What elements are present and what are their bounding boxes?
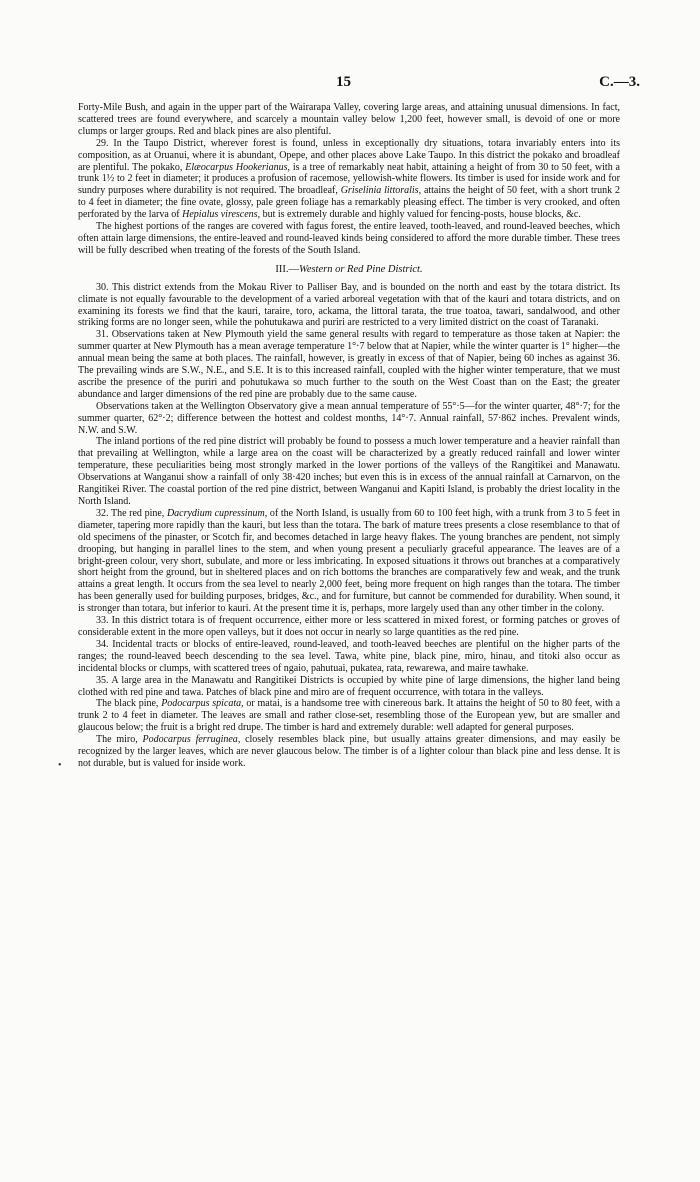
paragraph-35: 35. A large area in the Manawatu and Rangitikei Districts is occupied by white pine of large dimensions, the higher land being clothed with red pine and tawa. Patches of black pine and miro are of frequent occurrence, with totara in the valleys. [78,674,620,698]
species-name-miro: Podocarpus ferruginea [142,734,238,746]
paragraph-black-pine-text-b: , or matai, is a handsome tree with cinereous bark. It attains the height of 50 to 80 feet, with a trunk 2 to 4 feet in diameter. The leaves are small and rather close-set, resembling those of the European yew, but are smaller and glaucous below; the fruit is a bright red drupe. The timber is hard and extremely durable: well adapted for general purposes. [78,698,621,734]
document-reference: C.—3. [599,74,640,90]
species-name-pokako: Elæocarpus Hookerianus [185,161,288,173]
section-heading [78,264,620,276]
margin-mark: • [58,760,62,771]
paragraph-29-text-a: 29. In the Taupo District, wherever forest is found, unless in exceptionally dry situations, totara invariably enters into its composition, as at Oruanui, where it is abundant, Opepe, and other places above Lake Taupo. In this district the pokako and broadleaf are plentiful. The pokako, [78,137,620,173]
paragraph-29-text-c: , attains the height of 50 feet, with a short trunk 2 to 4 feet in diameter; the fine ovate, glossy, pale green foliage has a remarkably pleasing effect. The timber is very crooked, and often perforated by the larva of [78,185,620,221]
species-name-red-pine: Dacrydium cupressinum [166,507,265,519]
paragraph-29 [78,138,620,221]
paragraph-30: 30. This district extends from the Mokau River to Palliser Bay, and is bounded on the north and east by the totara district. Its climate is not equally favourable to the development of a varied arboreal vegetation with that of the kauri and totara districts, and on examining its forests we find that the kauri, taraire, toro, ackama, the littoral tarata, the true toatoa, tawari, sandalwood, and other striking forms are no longer seen, while the pohutukawa and puriri are restricted to a very limited district on the coast of Taranaki. [78,281,620,329]
page-header [0,74,700,92]
page-number: 15 [336,74,351,90]
paragraph-29-text-b: , is a tree of remarkably neat habit, attaining a height of from 30 to 50 feet, with a trunk 1½ to 2 feet in diameter; it produces a profusion of racemose, yellowish-white flowers. Its timber is used for inside work and for sundry purposes where durability is not required. The broadleaf, [78,161,620,197]
species-name-black-pine: Podocarpus spicata [161,698,242,710]
paragraph-32 [78,508,620,615]
paragraph-34: 34. Incidental tracts or blocks of entire-leaved, round-leaved, and tooth-leaved beeches are plentiful on the higher parts of the ranges; the round-leaved beech descending to the sea level. Tawa, white pine, black pine, miro, hinau, and titoki also occur as incidental blocks or clumps, with scattered trees of ngaio, pahutuai, pukatea, rata, rewarewa, and maire tawhake. [78,638,620,674]
paragraph-32-text-a: 32. The red pine, [96,507,167,519]
paragraph-continued: Forty-Mile Bush, and again in the upper part of the Wairarapa Valley, covering large areas, and attaining unusual dimensions. In fact, scattered trees are found everywhere, and scarcely a mountain valley below 1,200 feet, however small, is devoid of one or more clumps or larger groups. Red and black pines are also plentiful. [78,102,620,137]
paragraph-32-text-b: , of the North Island, is usually from 60 to 100 feet high, with a trunk from 3 to 5 feet in diameter, tapering more rapidly than the kauri, but less than the totara. The bark of mature trees presents a close resemblance to that of old specimens of the pinaster, or Scotch fir, and becomes detached in large heavy flakes. The young branches are pendent, not simply drooping, but hanging in parallel lines to the stem, and when young present a peculiarly graceful appearance. The leaves are of a bright-green colour, very short, subulate, and more or less imbricating. In exposed situations it throws out branches at a comparatively short height from the ground, but in sheltered places and on rich bottoms the branches are comparatively few and weak, and the trunk attains a great length. It occurs from the sea level to nearly 2,000 feet, being more frequent on high ranges than the totara. The timber has been generally used for building purposes, bridges, &c., and for furniture, but cannot be commended for durability. When sound, it is stronger than totara, but inferior to kauri. At the present time it is, perhaps, more largely used than any other timber in the colony. [78,507,620,615]
paragraph-miro-text-a: The miro, [96,734,143,746]
species-name-hepialus: Hepialus virescens [182,209,258,221]
paragraph-fagus-forest: The highest portions of the ranges are covered with fagus forest, the entire leaved, tooth-leaved, and round-leaved beeches, which often attain large dimensions, the entire-leaved and round-leaved kinds being considered to afford the more durable timber. These trees will be fully described when treating of the forests of the South Island. [78,221,620,256]
paragraph-miro [78,734,620,770]
section-heading-number: III.— [275,263,300,275]
paragraph-29-text-d: , but is extremely durable and highly valued for fencing-posts, house blocks, &c. [257,209,581,221]
document-body [78,102,620,770]
paragraph-wellington-observatory: Observations taken at the Wellington Observatory give a mean annual temperature of 55°·5—for the winter quarter, 48°·7; for the summer quarter, 62°·2; difference between the hottest and coldest months, 14°·7. Annual rainfall, 57·862 inches. Prevalent winds, N.W. and S.W. [78,400,620,436]
paragraph-miro-text-b: , closely resembles black pine, but usually attains greater dimensions, and may easily be recognized by the larger leaves, which are never glaucous below. The timber is of a lighter colour than black pine and less dense. It is not durable, but is valued for inside work. [78,734,621,769]
paragraph-31: 31. Observations taken at New Plymouth yield the same general results with regard to temperature as those taken at Napier: the summer quarter at New Plymouth has a mean average temperature 1°·7 below that at Napier, while the winter quarter is 1° higher—the annual mean being the same at both places. The rainfall, however, is greatly in excess of that of Napier, being 60 inches as against 36. The prevailing winds are S.W., N.E., and S.E. It is to this increased rainfall, coupled with the higher winter temperature, that we must ascribe the presence of the puriri and pohutukawa so much further to the south on the West Coast than on the East; the greater abundance and larger dimensions of the red pine are probably due to the same cause. [78,329,620,400]
paragraph-inland-portions: The inland portions of the red pine district will probably be found to possess a much lower temperature and a heavier rainfall than that prevailing at Wellington, while a large area on the coast will be characterized by a greatly reduced rainfall and lower winter temperature, these peculiarities being most strongly marked in the lower portions of the valleys of the Rangitikei and Manawatu. Observations at Wanganui show a rainfall of only 38·420 inches; but even this is in excess of the annual rainfall at Carnarvon, on the Rangitikei River. The coastal portion of the red pine district, between Wanganui and Kapiti Island, is probably the driest locality in the North Island. [78,436,620,507]
paragraph-black-pine-text-a: The black pine, [96,698,162,710]
section-heading-title: Western or Red Pine District. [299,263,423,275]
species-name-broadleaf: Griselinia littoralis [340,185,419,197]
paragraph-33: 33. In this district totara is of frequent occurrence, either more or less scattered in mixed forest, or forming patches or groves of considerable extent in the more open valleys, but it does not occur in nearly so large quantities as the red pine. [78,615,620,638]
paragraph-black-pine [78,698,620,734]
